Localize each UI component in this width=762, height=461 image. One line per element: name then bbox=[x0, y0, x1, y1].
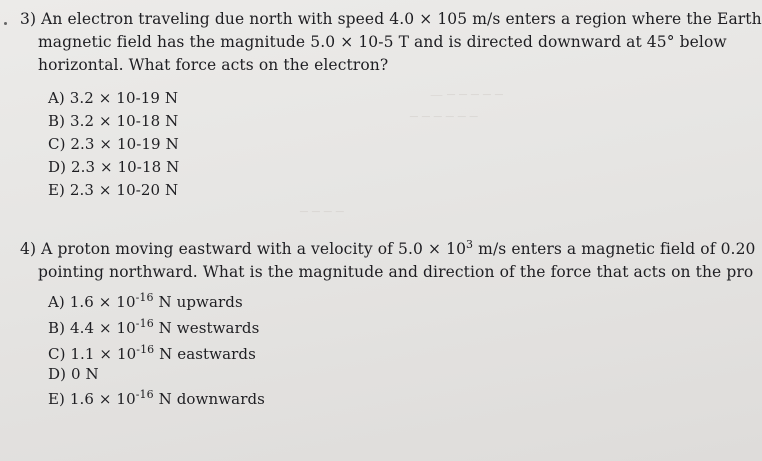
q3-stem-line-3: horizontal. What force acts on the electron? bbox=[38, 56, 389, 74]
bleed-through-mark: — ─ ─ ─ ─ ─ bbox=[430, 88, 503, 103]
q4-option-c-exponent: -16 bbox=[136, 343, 155, 356]
q3-option-e: E) 2.3 × 10-20 N bbox=[48, 181, 179, 199]
q4-stem-line-2: pointing northward. What is the magnitude and direction of the force that acts on the pro bbox=[38, 263, 754, 281]
q4-option-c bbox=[48, 344, 256, 364]
q3-option-a: A) 3.2 × 10-19 N bbox=[48, 89, 179, 107]
q4-option-a-base: A) 1.6 × 10 bbox=[48, 293, 136, 311]
q3-stem-line-2: magnetic field has the magnitude 5.0 × 10-5 T and is directed downward at 45° below bbox=[38, 33, 727, 51]
q4-option-b-exponent: -16 bbox=[135, 317, 154, 330]
q4-stem-line-1 bbox=[20, 239, 756, 259]
q4-stem-text-a: 4) A proton moving eastward with a velocity of 5.0 × 10 bbox=[20, 240, 467, 258]
q4-option-a-exponent: -16 bbox=[135, 291, 154, 304]
q4-option-a-unit: N upwards bbox=[153, 293, 243, 311]
q3-option-d: D) 2.3 × 10-18 N bbox=[48, 158, 180, 176]
bleed-through-mark: ─ ─ ─ ─ ─ ─ bbox=[410, 110, 478, 125]
q3-option-c: C) 2.3 × 10-19 N bbox=[48, 135, 179, 153]
q4-option-e-unit: N downwards bbox=[153, 390, 265, 408]
margin-dot bbox=[4, 22, 7, 25]
q4-option-c-base: C) 1.1 × 10 bbox=[48, 345, 137, 363]
q3-stem-line-1: 3) An electron traveling due north with speed 4.0 × 105 m/s enters a region where the Earth bbox=[20, 10, 762, 28]
q4-option-c-unit: N eastwards bbox=[154, 345, 256, 363]
q4-option-d-base: D) 0 N bbox=[48, 365, 99, 383]
q4-option-b bbox=[48, 318, 259, 338]
q3-option-b: B) 3.2 × 10-18 N bbox=[48, 112, 179, 130]
q4-stem-text-b: m/s enters a magnetic field of 0.20 bbox=[473, 240, 756, 258]
q4-option-b-base: B) 4.4 × 10 bbox=[48, 319, 136, 337]
q4-stem-exponent: 3 bbox=[466, 238, 474, 251]
q4-option-e-base: E) 1.6 × 10 bbox=[48, 390, 136, 408]
bleed-through-mark: ─ ─ ─ ─ bbox=[300, 205, 344, 220]
q4-option-a bbox=[48, 292, 243, 312]
q4-option-b-unit: N westwards bbox=[153, 319, 260, 337]
q4-option-d bbox=[48, 364, 99, 384]
q4-option-e-exponent: -16 bbox=[135, 388, 154, 401]
q4-option-e bbox=[48, 389, 265, 409]
